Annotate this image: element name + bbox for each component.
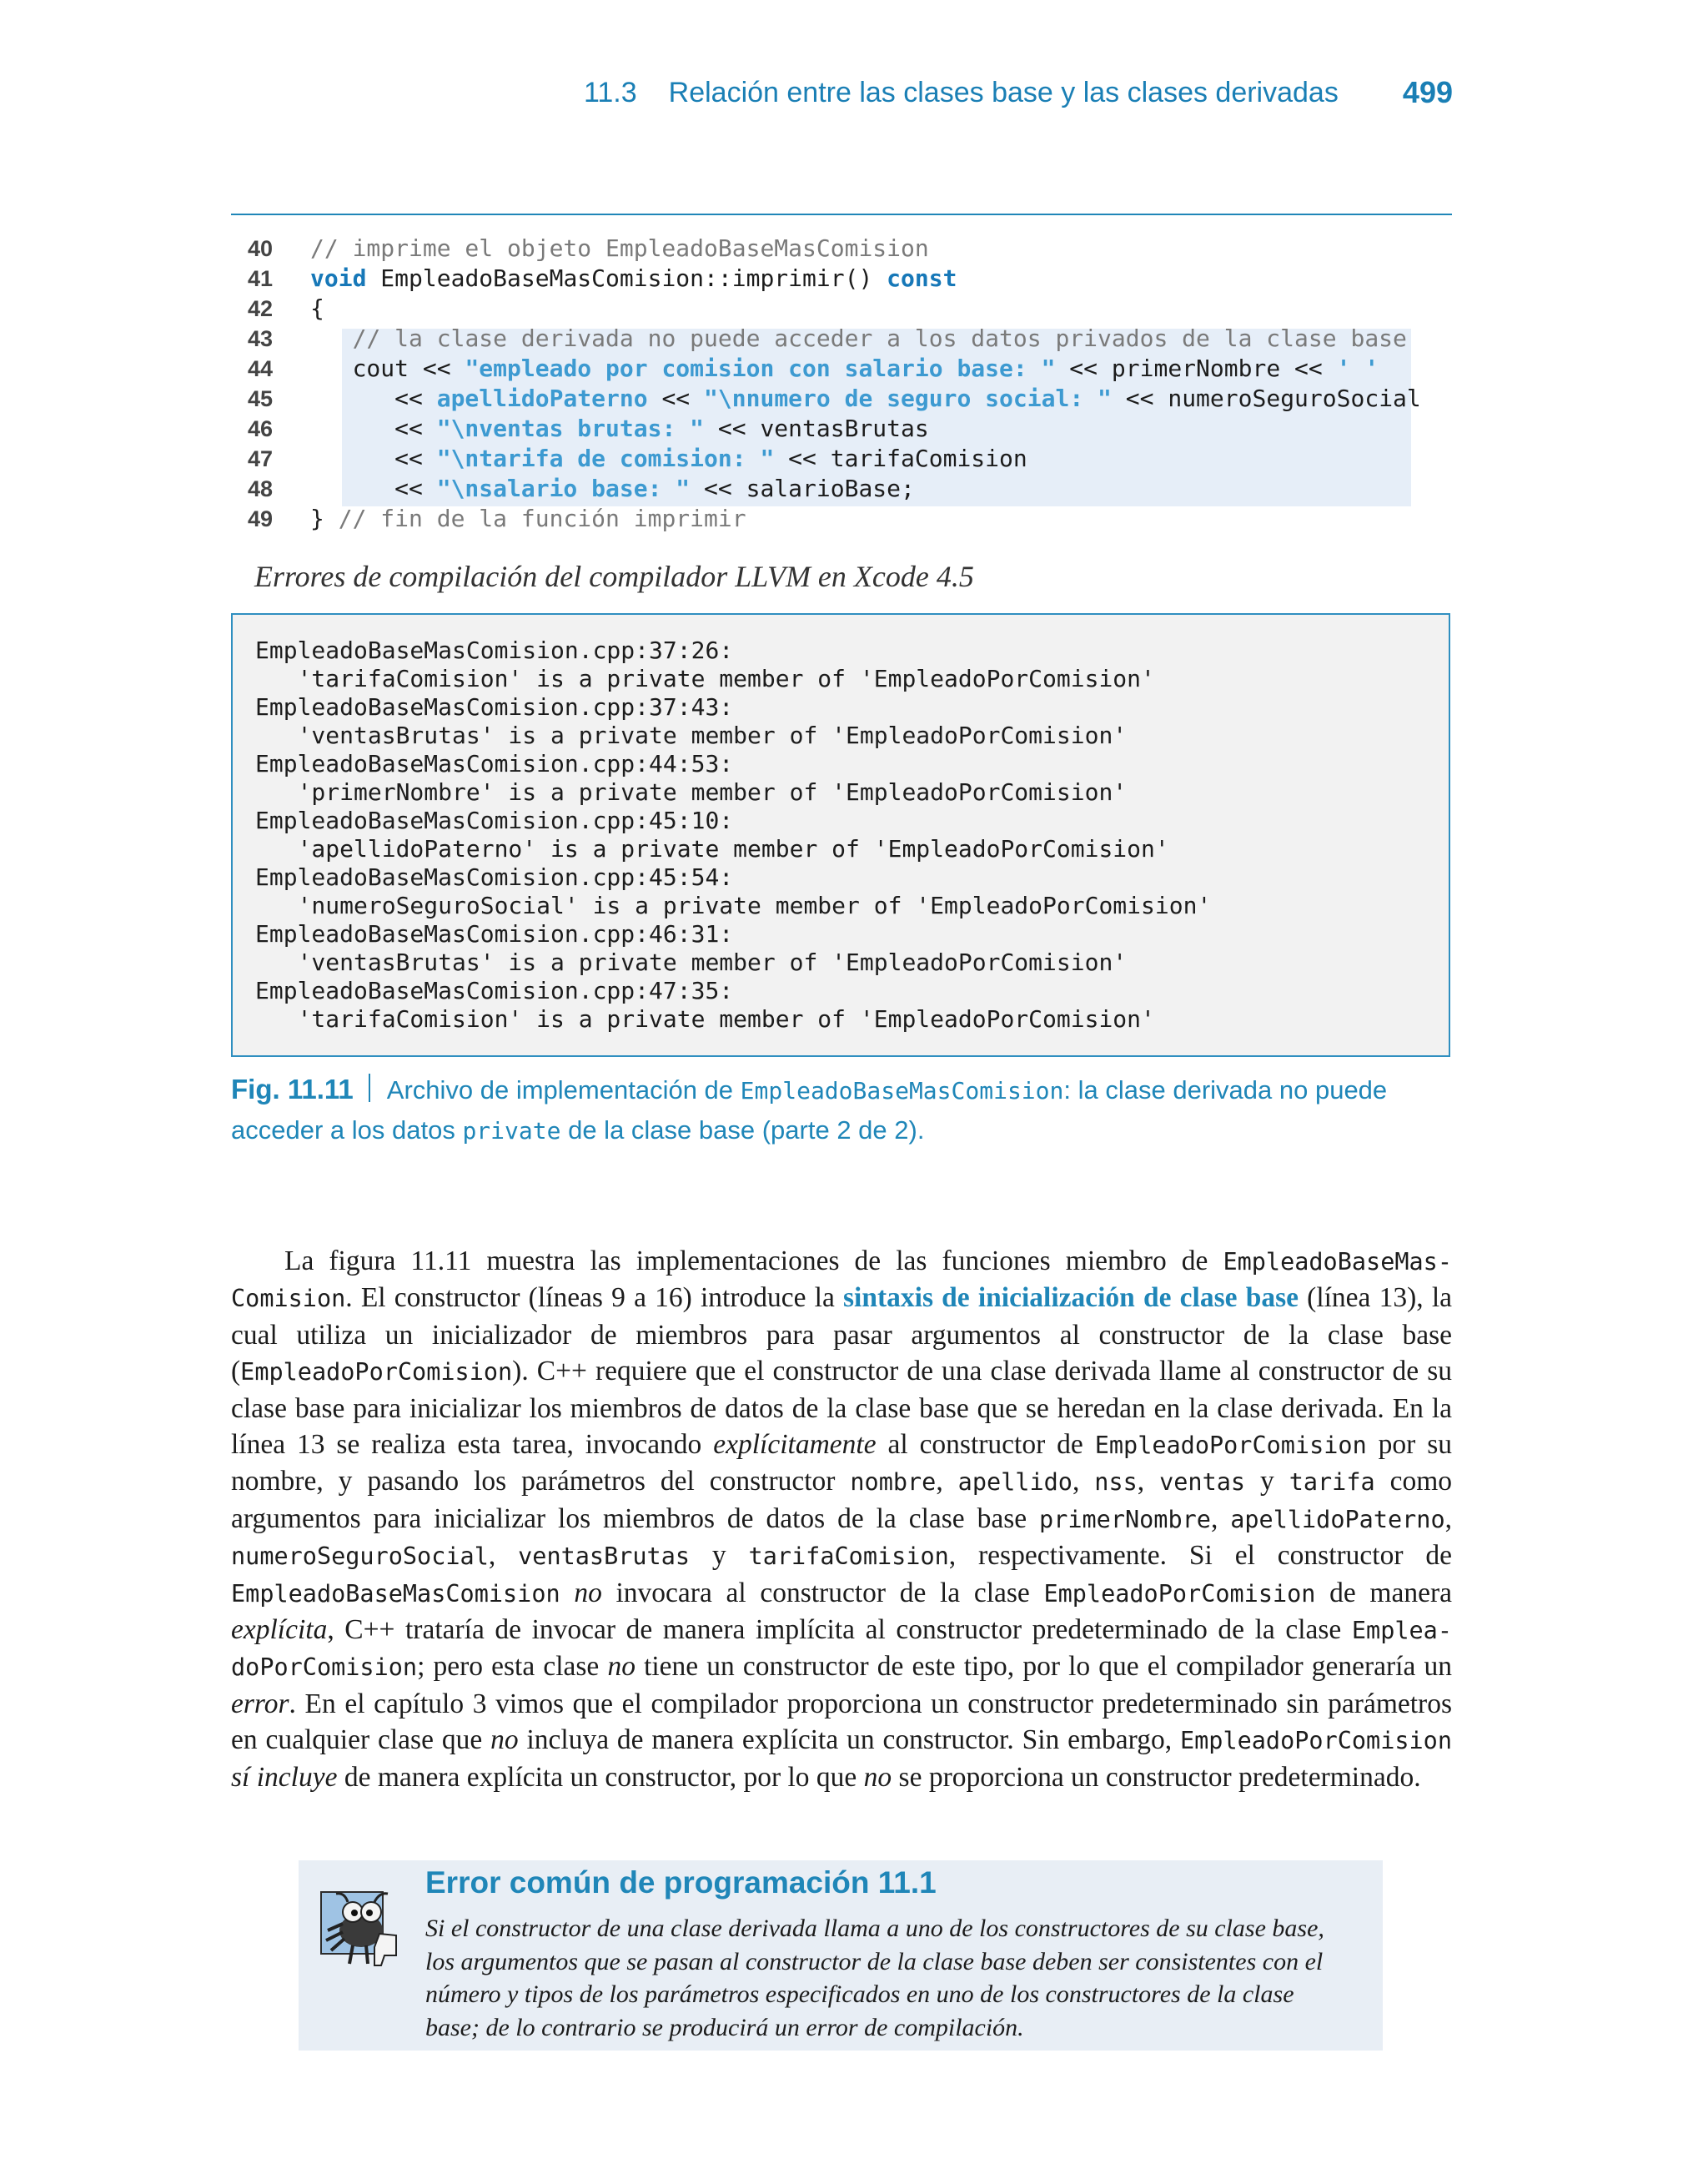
- inline-code: EmpleadoBaseMasComision: [231, 1579, 560, 1608]
- code-token: "\ntarifa de comision: ": [436, 445, 775, 472]
- inline-code: EmpleadoPorComision: [1179, 1727, 1452, 1755]
- text-run: como argumentos para inicializar los miembros de datos de la clase base: [231, 1466, 1453, 1534]
- code-line: [231, 294, 324, 324]
- bug-thumbs-down-icon: [319, 1887, 416, 1975]
- error-line: EmpleadoBaseMasComision.cpp:45:54:: [255, 863, 734, 891]
- text-run: , respectivamente. Si el constructor de: [948, 1540, 1452, 1572]
- code-token: apellidoPaterno: [436, 385, 648, 412]
- text-run: . En el capítulo 3 vimos que el compilador proporciona un constructor predeterminado sin parámetros en cualquier clase que: [231, 1688, 1452, 1756]
- error-line: 'ventasBrutas' is a private member of 'EmpleadoPorComision': [255, 722, 1128, 749]
- code-token: // fin de la función imprimir: [338, 505, 746, 532]
- text-run: [560, 1578, 575, 1608]
- emphasis: no: [607, 1651, 635, 1683]
- code-line: [231, 354, 1379, 384]
- inline-code: apellido: [957, 1468, 1073, 1497]
- line-number: 49: [247, 506, 273, 531]
- code-token: EmpleadoBaseMasComision::imprimir(): [366, 264, 887, 292]
- figure-caption: [231, 1069, 1457, 1150]
- line-number: 47: [247, 446, 273, 471]
- line-number: 43: [247, 326, 273, 351]
- inline-code: EmpleadoPorComision: [240, 1358, 513, 1386]
- code-line: [231, 444, 1027, 474]
- line-number: 40: [247, 236, 273, 261]
- emphasis: error: [231, 1688, 289, 1719]
- inline-code: tarifa: [1289, 1468, 1375, 1497]
- emphasis: explícita: [231, 1614, 328, 1646]
- code-line: [231, 384, 1421, 414]
- code-token: << numeroSeguroSocial: [1111, 385, 1421, 412]
- caption-text-2: : la clase derivada no puede acceder a los datos: [231, 1075, 1388, 1145]
- text-run: y: [1245, 1466, 1289, 1497]
- code-token: << primerNombre <<: [1055, 355, 1337, 382]
- error-line: 'apellidoPaterno' is a private member of 'EmpleadoPorComision': [255, 835, 1169, 863]
- errors-caption: Errores de compilación del compilador LLVM en Xcode 4.5: [254, 560, 974, 593]
- text-run: ,: [1072, 1466, 1095, 1497]
- running-head: [584, 77, 1339, 109]
- key-term: sintaxis de inicialización de clase base: [843, 1282, 1299, 1314]
- tip-title: Error común de programación 11.1: [425, 1865, 937, 1900]
- error-line: EmpleadoBaseMasComision.cpp:45:10:: [255, 807, 734, 834]
- code-line: [231, 324, 1407, 354]
- text-run: al constructor de: [876, 1429, 1095, 1461]
- inline-code: apellidoPaterno: [1230, 1505, 1445, 1533]
- error-line: EmpleadoBaseMasComision.cpp:37:26:: [255, 637, 734, 664]
- error-line: 'ventasBrutas' is a private member of 'EmpleadoPorComision': [255, 949, 1128, 976]
- page-number: 499: [1402, 75, 1453, 109]
- line-number: 45: [247, 386, 273, 411]
- inline-code: EmpleadoPorComision: [1094, 1432, 1367, 1460]
- section-title: Relación entre las clases base y las clases derivadas: [668, 77, 1339, 108]
- code-token: }: [310, 505, 339, 532]
- emphasis: sí incluye: [231, 1761, 338, 1793]
- text-run: ,: [488, 1540, 519, 1572]
- code-line: [231, 474, 915, 504]
- section-number: 11.3: [584, 77, 637, 108]
- code-token: // imprime el objeto EmpleadoBaseMasComision: [310, 234, 929, 262]
- caption-code-1: EmpleadoBaseMasComision: [740, 1077, 1064, 1105]
- text-run: ,: [1137, 1466, 1160, 1497]
- inline-code: numeroSeguroSocial: [231, 1542, 489, 1571]
- text-run: (línea 13), la cual utiliza un inicializador de miembros para pasar argumentos al constructor de la clase base (: [231, 1282, 1452, 1387]
- emphasis: no: [490, 1724, 519, 1756]
- code-token: << tarifaComision: [774, 445, 1027, 472]
- error-line: 'tarifaComision' is a private member of 'EmpleadoPorComision': [255, 665, 1155, 692]
- code-token: <<: [310, 475, 437, 502]
- code-token: "\nsalario base: ": [436, 475, 691, 502]
- figure-label: Fig. 11.11: [231, 1074, 354, 1105]
- inline-code: nombre: [850, 1468, 937, 1497]
- text-run: ,: [1444, 1502, 1452, 1534]
- tip-text: Si el constructor de una clase derivada llama a uno de los constructores de su clase base, los argumentos que se pasan al constructor de la clase base deben ser consistentes con el número y tipos de los parámetros especificados en uno de los constructores de la clase base; de lo contrario se producirá un error de compilación.: [425, 1915, 1324, 2041]
- error-line: 'tarifaComision' is a private member of 'EmpleadoPorComision': [255, 1005, 1155, 1033]
- code-token: ' ': [1336, 355, 1379, 382]
- caption-text-3: de la clase base (parte 2 de 2).: [560, 1115, 925, 1145]
- top-rule: [231, 214, 1452, 215]
- line-number: 46: [247, 416, 273, 441]
- text-run: se proporciona un constructor predeterminado.: [892, 1761, 1421, 1793]
- body-paragraph: [231, 1243, 1452, 1795]
- caption-text-1: Archivo de implementación de: [386, 1075, 741, 1105]
- inline-code: Emplea-doPorComision: [231, 1617, 1452, 1682]
- code-token: const: [887, 264, 957, 292]
- inline-code: EmpleadoBaseMas-Comision: [231, 1248, 1452, 1313]
- error-line: EmpleadoBaseMasComision.cpp:44:53:: [255, 750, 734, 777]
- paragraph-text: [231, 1243, 1452, 1795]
- code-token: cout <<: [310, 355, 465, 382]
- emphasis: no: [863, 1761, 892, 1793]
- caption-divider: [369, 1074, 370, 1102]
- error-line: 'primerNombre' is a private member of 'EmpleadoPorComision': [255, 778, 1128, 806]
- line-number: 44: [247, 356, 273, 381]
- code-token: [310, 325, 353, 352]
- text-run: por su nombre, y pasando los parámetros del constructor: [231, 1429, 1453, 1497]
- error-line: EmpleadoBaseMasComision.cpp:47:35:: [255, 977, 734, 1004]
- code-line: [231, 264, 957, 294]
- text-run: invocara al constructor de la clase: [601, 1577, 1044, 1608]
- text-run: de manera: [1315, 1577, 1452, 1608]
- code-line: [231, 504, 746, 534]
- code-line: [231, 414, 929, 444]
- emphasis: explícitamente: [713, 1429, 877, 1461]
- error-line: EmpleadoBaseMasComision.cpp:46:31:: [255, 920, 734, 948]
- text-run: . El constructor (líneas 9 a 16) introduce la: [345, 1282, 844, 1314]
- inline-code: ventas: [1159, 1468, 1246, 1497]
- text-run: de manera explícita un constructor, por lo que: [337, 1761, 864, 1793]
- code-token: // la clase derivada no puede acceder a los datos privados de la clase base: [352, 325, 1407, 352]
- line-number: 42: [247, 296, 273, 321]
- inline-code: EmpleadoPorComision: [1043, 1579, 1316, 1608]
- text-run: ; pero esta clase: [417, 1651, 608, 1683]
- text-run: tiene un constructor de este tipo, por lo que el compilador generaría un: [635, 1651, 1452, 1683]
- inline-code: primerNombre: [1039, 1505, 1211, 1533]
- emphasis: no: [574, 1577, 602, 1608]
- inline-code: tarifaComision: [748, 1542, 949, 1571]
- code-token: "\nnumero de seguro social: ": [704, 385, 1112, 412]
- text-run: , C++ trataría de invocar de manera implícita al constructor predeterminado de la clase: [327, 1614, 1352, 1646]
- inline-code: ventasBrutas: [518, 1542, 691, 1571]
- text-run: ,: [936, 1466, 958, 1497]
- code-token: "\nventas brutas: ": [436, 415, 705, 442]
- text-run: ,: [1210, 1502, 1231, 1534]
- code-token: <<: [310, 385, 437, 412]
- error-line: 'numeroSeguroSocial' is a private member of 'EmpleadoPorComision': [255, 892, 1212, 919]
- caption-code-2: private: [462, 1117, 561, 1145]
- text-run: y: [690, 1540, 749, 1572]
- code-token: <<: [647, 385, 705, 412]
- code-token: << salarioBase;: [690, 475, 915, 502]
- code-line: [231, 234, 929, 264]
- code-token: <<: [310, 445, 437, 472]
- text-run: La figura 11.11 muestra las implementaciones de las funciones miembro de: [284, 1246, 1223, 1276]
- inline-code: nss: [1094, 1468, 1138, 1497]
- code-token: "empleado por comision con salario base: ": [465, 355, 1056, 382]
- text-run: incluya de manera explícita un constructor. Sin embargo,: [518, 1724, 1180, 1756]
- line-number: 41: [247, 266, 273, 291]
- code-token: void: [310, 264, 367, 292]
- error-line: EmpleadoBaseMasComision.cpp:37:43:: [255, 693, 734, 721]
- text-run: ). C++ requiere que el constructor de una clase derivada llame al constructor de su clase base para inicializar los miembros de datos de la clase base que se heredan en la clase derivada. En la línea 13 se realiza esta tarea, invocando: [231, 1356, 1452, 1461]
- line-number: 48: [247, 476, 273, 501]
- code-token: <<: [310, 415, 437, 442]
- code-token: {: [310, 294, 324, 322]
- code-token: << ventasBrutas: [704, 415, 929, 442]
